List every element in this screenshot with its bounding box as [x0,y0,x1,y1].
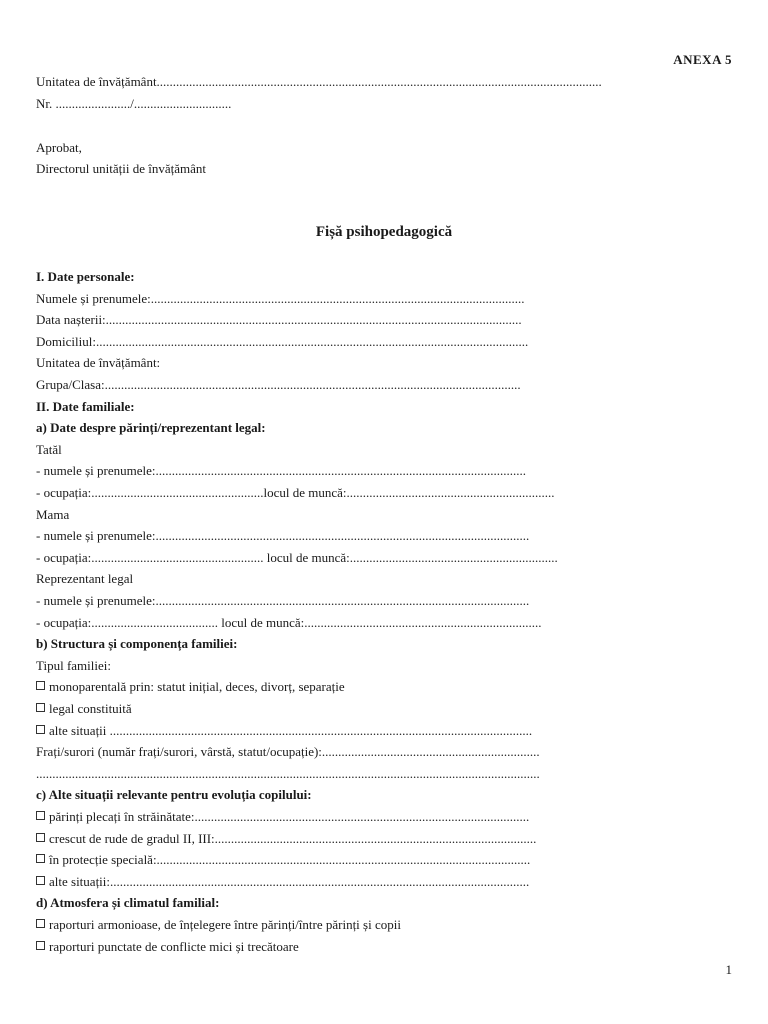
checkbox-icon[interactable] [36,703,45,712]
section-heading [36,787,312,803]
form-field-line [36,550,558,566]
header-line: Directorul unității de învățământ [36,161,207,176]
line-text: legal constituită [49,701,132,716]
form-field-line [36,442,62,458]
form-field-line [36,593,529,609]
form-field-line [36,377,521,393]
section-heading [36,269,135,285]
line-text: Tatăl [36,441,62,457]
line-text: - ocupația:....................................... locul de muncă:......................................................................... [36,614,542,630]
line-text: monoparentală prin: statut inițial, deces, divorț, separație [49,679,345,695]
form-field-line [36,485,555,501]
line-text: I. Date personale: [36,269,135,284]
form-field-line [36,658,111,674]
line-text: Reprezentant legal [36,571,134,587]
line-text: alte situații:................................................................................................................................. [49,873,530,889]
form-field-line [36,507,69,523]
checkbox-option [36,679,345,695]
line-text: Grupa/Clasa:................................................................................................................................ [36,377,521,392]
line-text: raporturi punctate de conflicte mici și trecătoare [49,938,299,954]
form-field-line [36,615,542,631]
checkbox-icon[interactable] [36,854,45,863]
header-line: Unitatea de învățământ......................................................................................................................................... [36,74,602,89]
checkbox-icon[interactable] [36,725,45,734]
header-line: Aprobat, [36,140,82,155]
form-field-line [36,766,540,782]
line-text: II. Date familiale: [36,398,135,414]
line-text: - ocupația:.....................................................locul de muncă:................................................................ [36,485,555,500]
annex-label: ANEXA 5 [673,52,732,67]
checkbox-option [36,701,132,717]
line-text: - numele și prenumele:................................................................................................................... [36,528,530,544]
line-text: b) Structura și componența familiei: [36,636,238,652]
form-field-line [36,463,526,479]
checkbox-option [36,831,536,847]
line-text: Numele și prenumele:................................................................................................................... [36,290,525,306]
line-text: crescut de rude de gradul II, III:................................................................................................... [49,830,537,846]
form-field-line [36,571,133,587]
checkbox-option [36,809,529,825]
checkbox-option [36,874,529,890]
line-text: Tipul familiei: [36,657,111,673]
line-text: a) Date despre părinți/reprezentant legal: [36,420,266,436]
form-field-line [36,355,160,371]
form-field-line [36,334,528,350]
section-heading [36,399,135,415]
document-title: Fișă psihopedagogică [315,224,453,240]
section-heading [36,895,219,911]
section-heading [36,420,266,436]
checkbox-icon[interactable] [36,876,45,885]
line-text: raporturi armonioase, de înțelegere între părinți/între părinți și copii [49,917,401,932]
checkbox-option [36,852,530,868]
checkbox-icon[interactable] [36,919,45,928]
line-text: - numele și prenumele:.................................................................................................................. [36,463,526,479]
checkbox-icon[interactable] [36,681,45,690]
line-text: Domiciliul:..................................................................................................................................... [36,333,529,349]
line-text: d) Atmosfera și climatul familial: [36,895,220,911]
form-field-line [36,291,525,307]
line-text: ........................................................................................................................................................... [36,765,540,781]
checkbox-option [36,917,401,933]
line-text: Frați/surori (număr frați/surori, vârstă, statut/ocupație):................................................................... [36,744,540,760]
form-field-line [36,744,540,760]
section-heading [36,636,237,652]
checkbox-option [36,939,299,955]
line-text: c) Alte situații relevante pentru evoluția copilului: [36,787,312,803]
line-text: alte situații .................................................................................................................................. [49,722,533,738]
checkbox-icon[interactable] [36,941,45,950]
form-field-line [36,528,529,544]
line-text: - ocupația:..................................................... locul de muncă:................................................................ [36,549,558,565]
line-text: Data nașterii:................................................................................................................................ [36,312,522,328]
checkbox-icon[interactable] [36,833,45,842]
form-field-line [36,312,522,328]
line-text: - numele și prenumele:................................................................................................................... [36,593,530,608]
line-text: în protecție specială:................................................................................................................... [49,852,531,868]
checkbox-icon[interactable] [36,811,45,820]
line-text: părinți plecați în străinătate:....................................................................................................... [49,809,530,824]
line-text: Mama [36,506,70,522]
header-line: Nr. ......................./.............................. [36,96,232,111]
checkbox-option [36,723,532,739]
line-text: Unitatea de învățământ: [36,355,161,371]
page-number: 1 [725,962,732,977]
